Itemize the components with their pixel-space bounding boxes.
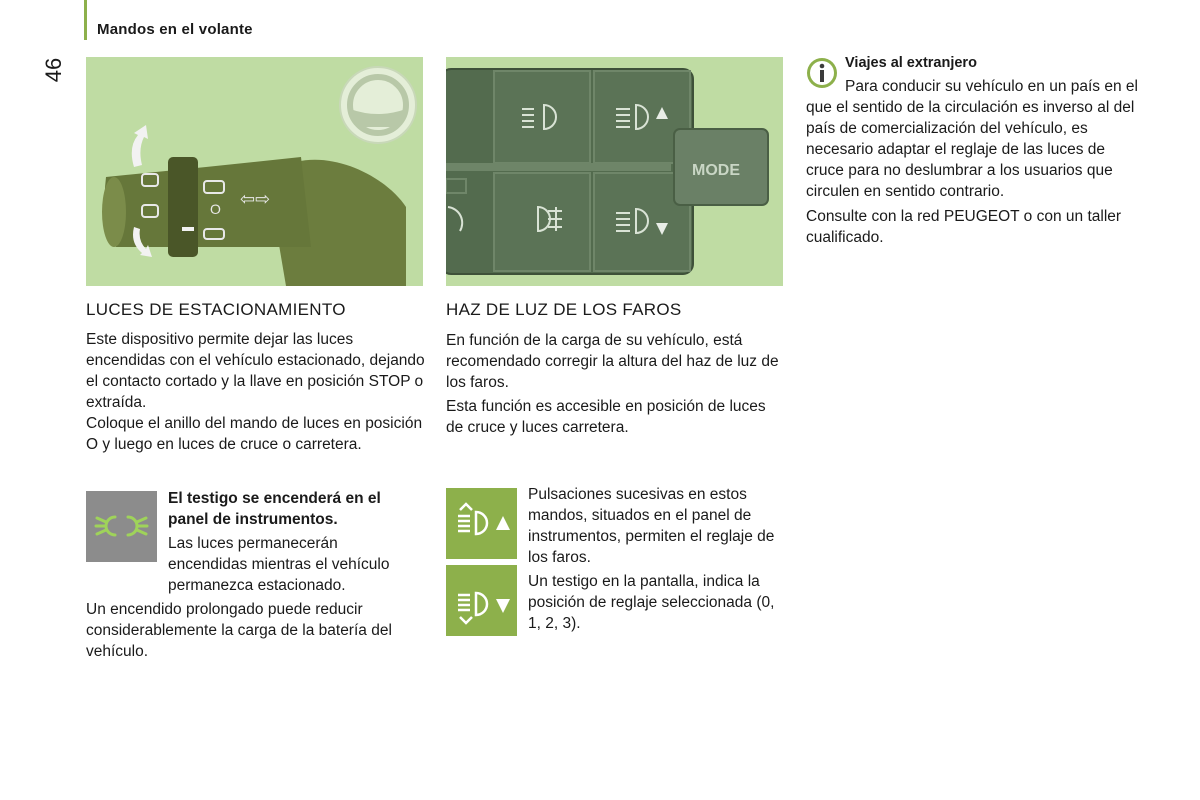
parking-lights-p3: Un encendido prolongado puede reducir considerablemente la carga de la batería del vehículo. xyxy=(86,601,392,660)
turn-signal-arrows-icon: ⇦⇨ xyxy=(240,189,271,210)
parking-lights-warning-lamp xyxy=(86,491,157,562)
headlamp-adjust-panel-figure xyxy=(446,57,783,286)
beam-height-title: HAZ DE LUZ DE LOS FAROS xyxy=(446,300,682,319)
panel-illustration xyxy=(446,57,783,286)
page-header-title: Mandos en el volante xyxy=(97,21,253,38)
beam-up-button-image xyxy=(446,488,517,559)
info-p1: Para conducir su vehículo en un país en el que el sentido de la circulación es inverso al del país de comercialización del vehículo, es necesario adaptar el reglaje de las luces de cruce para no deslumbrar a los usuarios que circulen en sentido contrario. xyxy=(806,78,1138,200)
info-title: Viajes al extranjero xyxy=(845,55,977,71)
beam-height-p2: Esta función es accesible en posición de luces de cruce y luces carretera. xyxy=(446,398,766,436)
parking-lights-p2: Coloque el anillo del mando de luces en posición O y luego en luces de cruce o carretera. xyxy=(86,415,423,453)
parking-lights-title: LUCES DE ESTACIONAMIENTO xyxy=(86,300,346,319)
headlamp-down-button-icon xyxy=(446,565,517,636)
parking-lights-lamp-icon xyxy=(86,491,157,562)
lighting-stalk-figure xyxy=(86,57,423,286)
rotate-up-arrow-icon xyxy=(132,125,148,167)
position-o-label: O xyxy=(210,201,221,217)
beam-down-button-image xyxy=(446,565,517,636)
beam-height-p1: En función de la carga de su vehículo, está recomendado corregir la altura del haz de luz de los faros. xyxy=(446,332,779,391)
beam-height-p3: Pulsaciones sucesivas en estos mandos, situados en el panel de instrumentos, permiten el reglaje de los faros. xyxy=(528,486,775,566)
warning-lamp-text: Las luces permanecerán encendidas mientras el vehículo permanezca estacionado. xyxy=(168,535,390,594)
lighting-stalk-illustration xyxy=(86,57,423,286)
beam-height-p4: Un testigo en la pantalla, indica la posición de reglaje seleccionada (0, 1, 2, 3). xyxy=(528,573,775,632)
parking-lights-p1: Este dispositivo permite dejar las luces encendidas con el vehículo estacionado, dejando el contacto cortado y la llave en posición STOP o extraída. xyxy=(86,331,425,411)
page-number: 46 xyxy=(41,57,66,83)
header-accent-bar xyxy=(84,0,87,40)
info-p2: Consulte con la red PEUGEOT o con un taller cualificado. xyxy=(806,208,1122,246)
warning-lamp-title: El testigo se encenderá en el panel de instrumentos. xyxy=(168,490,381,528)
mode-button-label: MODE xyxy=(692,162,740,179)
headlamp-up-button-icon xyxy=(446,488,517,559)
